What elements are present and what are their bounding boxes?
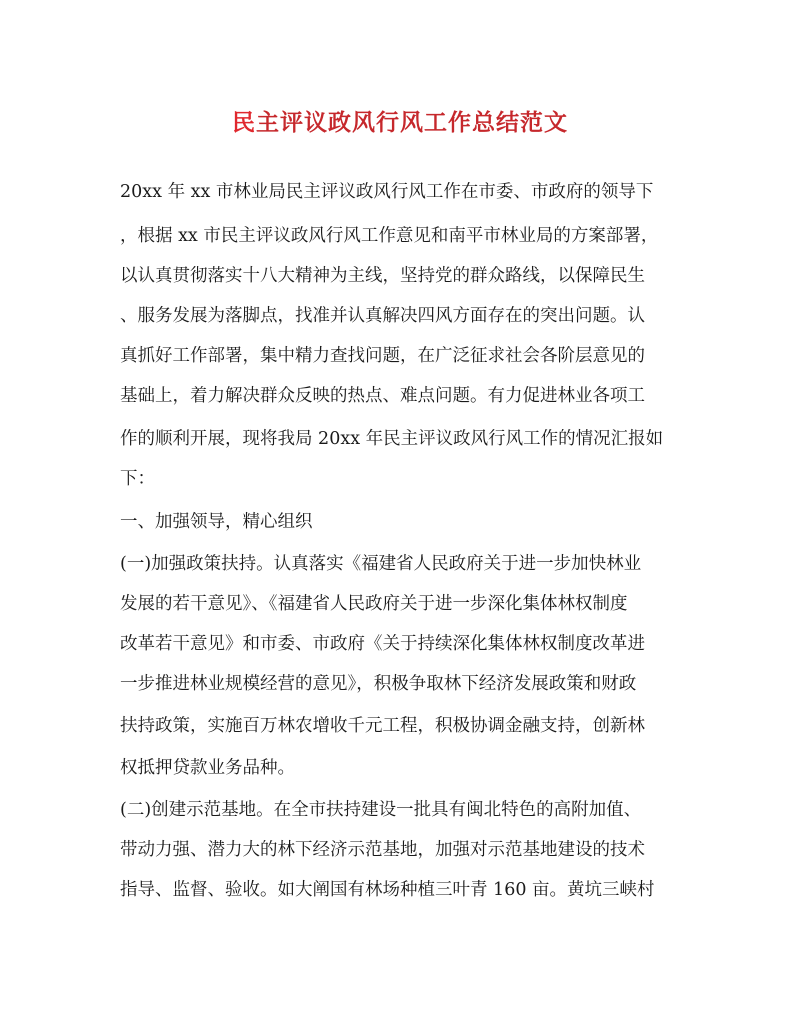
body-line: 、服务发展为落脚点，找准并认真解决四风方面存在的突出问题。认 (120, 306, 645, 326)
body-line: 改革若干意见》和市委、市政府《关于持续深化集体林权制度改革进 (120, 634, 645, 654)
title-rest: 主评议政风行风工作总结范文 (256, 109, 568, 136)
body-line: 权抵押贷款业务品种。 (120, 758, 295, 778)
title-first-char: 民 (232, 109, 256, 136)
body-line: 发展的若干意见》、《福建省人民政府关于进一步深化集体林权制度 (120, 594, 628, 614)
body-line: 一步推进林业规模经营的意见》，积极争取林下经济发展政策和财政 (120, 674, 637, 694)
body-line: ，根据 xx 市民主评议政风行风工作意见和南平市林业局的方案部署， (120, 226, 659, 246)
page-title (0, 104, 800, 137)
body-line: (二)创建示范基地。在全市扶持建设一批具有闽北特色的高附加值、 (120, 800, 642, 820)
body-line: 带动力强、潜力大的林下经济示范基地，加强对示范基地建设的技术 (120, 840, 645, 860)
body-line: 真抓好工作部署，集中精力查找问题，在广泛征求社会各阶层意见的 (120, 346, 645, 366)
body-line: 指导、监督、验收。如大阐国有林场种植三叶青 160 亩。黄坑三峡村 (120, 880, 655, 900)
body-line: 20xx 年 xx 市林业局民主评议政风行风工作在市委、市政府的领导下 (120, 182, 654, 202)
body-line: 基础上，着力解决群众反映的热点、难点问题。有力促进林业各项工 (120, 386, 645, 406)
body-line: 以认真贯彻落实十八大精神为主线，坚持党的群众路线，以保障民生 (120, 266, 645, 286)
body-line: (一)加强政策扶持。认真落实《福建省人民政府关于进一步加快林业 (120, 554, 642, 574)
section-heading: 一、加强领导，精心组织 (120, 512, 313, 532)
body-line: 扶持政策，实施百万林农增收千元工程，积极协调金融支持，创新林 (120, 716, 645, 736)
body-line: 下： (120, 469, 155, 489)
body-line: 作的顺利开展，现将我局 20xx 年民主评议政风行风工作的情况汇报如 (120, 429, 664, 449)
